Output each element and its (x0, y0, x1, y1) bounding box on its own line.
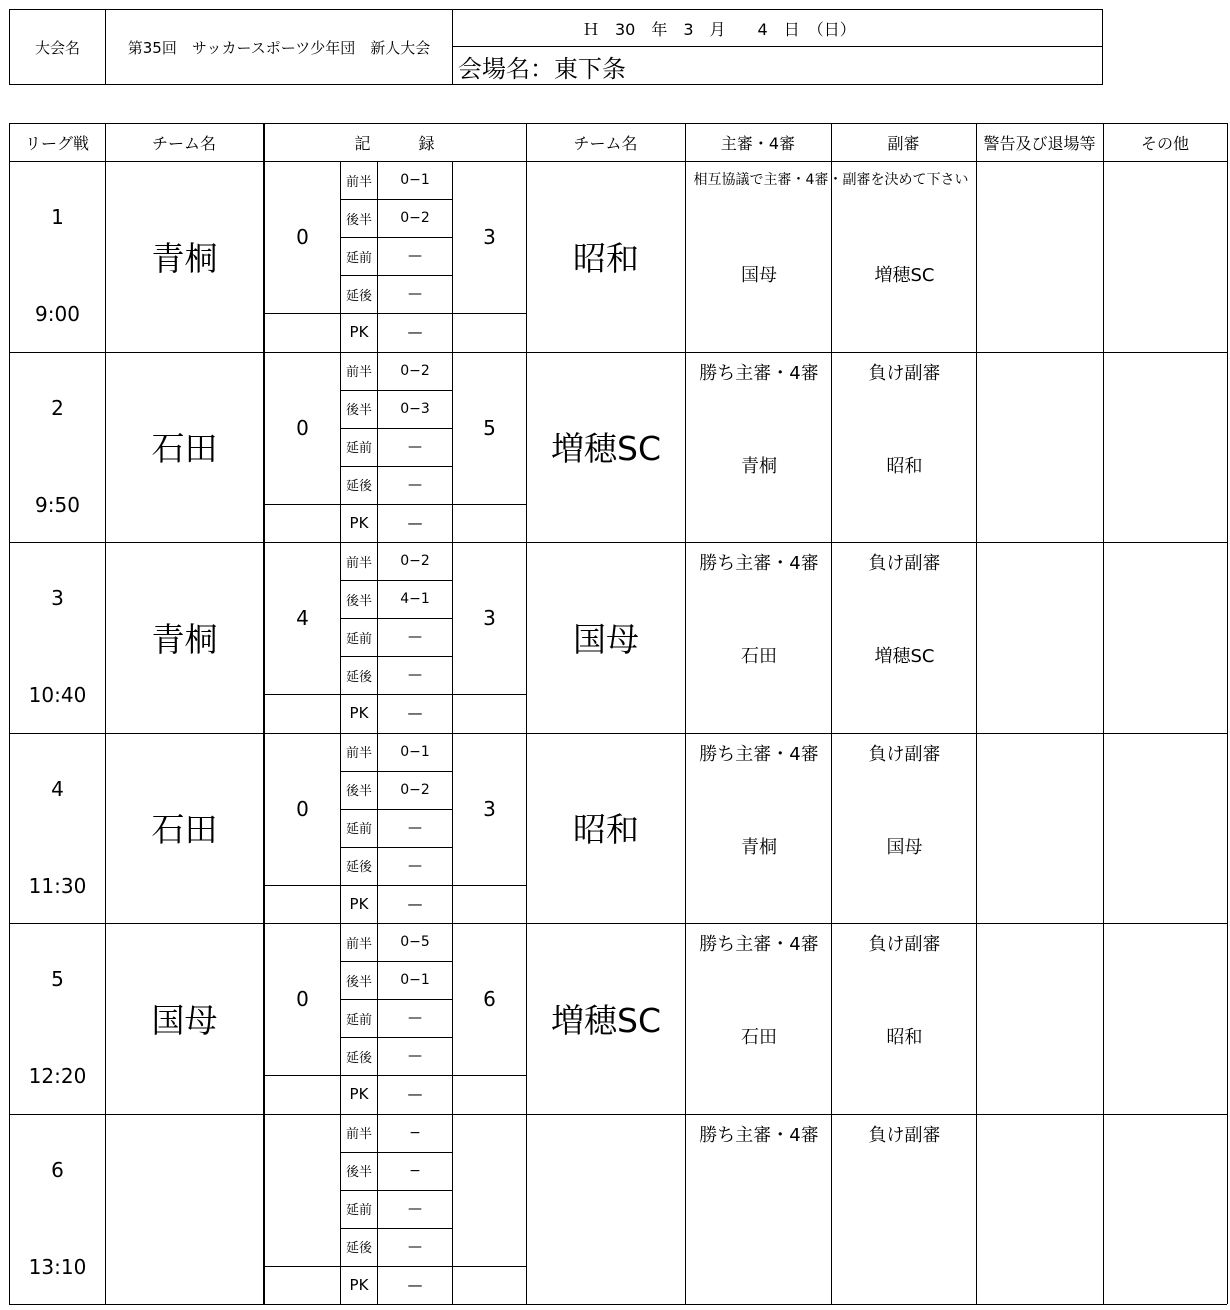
assistant-rule-label: 負け副審 (868, 553, 941, 574)
period-score: — (408, 1010, 422, 1027)
period-label: 前半 (345, 174, 372, 190)
kickoff-time: 9:50 (35, 492, 80, 517)
home-total-score: 0 (296, 415, 309, 440)
period-score: 0−1 (400, 172, 430, 189)
period-label: 延後 (345, 288, 372, 304)
period-score: — (408, 286, 422, 303)
kickoff-time: 13:10 (28, 1254, 87, 1279)
assistant-team (832, 1210, 977, 1244)
period-score: 0−2 (400, 553, 430, 570)
match-number: 3 (51, 586, 64, 610)
assistant-team: 増穂SC (874, 265, 935, 286)
header-bottom-border (9, 161, 1227, 162)
referee-team: 青桐 (741, 455, 777, 477)
col-header-assistant: 副審 (887, 133, 920, 153)
period-score: — (407, 1085, 423, 1104)
away-team-name (527, 1134, 685, 1284)
period-score: — (408, 1238, 422, 1255)
home-team-name: 石田 (151, 429, 218, 468)
period-label: 前半 (345, 365, 372, 381)
away-team-name: 増穂SC (551, 1000, 661, 1040)
col-header-record: 記 録 (354, 133, 435, 153)
referee-team: 国母 (741, 265, 777, 286)
period-score: 0−1 (400, 972, 430, 989)
venue-name: 会場名：東下条 (458, 54, 626, 83)
period-label: PK (349, 513, 369, 532)
column-divider-thick (263, 123, 265, 1304)
period-score: — (407, 513, 423, 532)
tournament-name: 第35回 サッカースポーツ少年団 新人大会 (127, 38, 431, 57)
col-header-warnings: 警告及び退場等 (983, 133, 1096, 153)
referee-team: 青桐 (741, 836, 777, 858)
period-score: — (408, 1200, 422, 1217)
period-score: — (408, 857, 422, 874)
period-label: 後半 (345, 403, 372, 419)
period-label: 延前 (345, 441, 372, 457)
assistant-team: 昭和 (886, 455, 923, 477)
period-label: 後半 (345, 593, 372, 609)
col-header-team1: チーム名 (151, 133, 216, 153)
match-number: 1 (51, 205, 64, 229)
referee-team: 石田 (741, 646, 777, 667)
away-team-name: 国母 (573, 619, 639, 659)
away-team-name: 昭和 (573, 810, 639, 849)
away-total-score: 3 (483, 225, 496, 249)
home-team-name: 石田 (151, 810, 218, 849)
assistant-team: 国母 (886, 836, 923, 858)
period-score: — (408, 629, 422, 646)
kickoff-time: 9:00 (35, 302, 80, 326)
away-total-score: 3 (483, 796, 496, 821)
referee-note: 相互協議で主審・4審・副審を決めて下さい (693, 172, 969, 188)
event-date: Ｈ 30 年 3 月 4 日 （日） (583, 19, 856, 39)
period-score: 0−3 (400, 400, 430, 417)
period-label: PK (349, 323, 369, 342)
period-label: PK (349, 704, 369, 723)
kickoff-time: 11:30 (28, 873, 87, 898)
table-bottom-border (9, 1304, 1227, 1305)
assistant-rule-label: 負け副審 (868, 934, 941, 955)
period-label: 延後 (345, 1241, 372, 1257)
away-team-name: 増穂SC (551, 429, 661, 468)
referee-rule-label: 勝ち主審・4審 (699, 362, 819, 384)
period-score: − (409, 1124, 421, 1141)
home-total-score: 0 (296, 987, 309, 1011)
period-score: — (408, 438, 422, 455)
period-score: 0−2 (400, 781, 430, 798)
col-header-league: リーグ戦 (24, 133, 89, 153)
period-label: 前半 (345, 555, 372, 571)
period-score: 4−1 (400, 591, 430, 608)
period-label: 延前 (345, 1012, 372, 1028)
assistant-team: 増穂SC (874, 646, 935, 667)
period-score: — (408, 476, 422, 493)
referee-rule-label: 勝ち主審・4審 (699, 934, 819, 955)
period-score: — (407, 1275, 423, 1294)
period-score: — (408, 1048, 422, 1065)
period-score: − (409, 1162, 421, 1179)
match-row-border (9, 1114, 1227, 1115)
period-score: — (407, 323, 423, 342)
period-score: — (407, 894, 423, 913)
home-total-score: 0 (296, 225, 309, 249)
period-label: 延後 (345, 860, 372, 876)
column-divider (1103, 123, 1104, 1304)
period-score: — (408, 667, 422, 684)
period-score: — (407, 704, 423, 723)
period-label: 後半 (345, 974, 372, 990)
period-label: 後半 (345, 1165, 372, 1181)
away-total-score: 3 (483, 606, 496, 630)
assistant-team: 昭和 (886, 1027, 923, 1048)
home-team-name: 青桐 (151, 619, 218, 659)
col-header-other: その他 (1140, 133, 1189, 153)
period-label: PK (349, 1085, 369, 1104)
period-label: 後半 (345, 212, 372, 228)
match-number: 4 (51, 776, 64, 801)
assistant-rule-label: 負け副審 (868, 362, 941, 384)
period-label: 延後 (345, 1050, 372, 1066)
period-label: 後半 (345, 784, 372, 800)
match-row-border (9, 733, 1227, 734)
period-label: 延後 (345, 479, 372, 495)
period-score: — (408, 819, 422, 836)
period-label: 延前 (345, 631, 372, 647)
period-label: 前半 (345, 746, 372, 762)
period-label: 前半 (345, 936, 372, 952)
period-label: PK (349, 894, 369, 913)
tournament-label: 大会名 (34, 38, 80, 57)
period-label: 延前 (345, 250, 372, 266)
match-row-border (9, 542, 1227, 543)
match-number: 2 (51, 395, 64, 420)
referee-rule-label: 勝ち主審・4審 (699, 553, 819, 574)
match-number: 5 (51, 967, 64, 991)
col-header-team2: チーム名 (573, 133, 638, 153)
home-total-score: 0 (296, 796, 309, 821)
period-score: 0−1 (400, 743, 430, 760)
referee-rule-label: 勝ち主審・4審 (699, 1124, 819, 1146)
period-label: 延後 (345, 669, 372, 685)
away-total-score: 5 (483, 415, 496, 440)
home-team-name (106, 1134, 263, 1284)
away-total-score: 6 (483, 987, 496, 1011)
home-total-score (265, 1172, 340, 1208)
home-total-score: 4 (296, 606, 309, 630)
period-score: 0−2 (400, 210, 430, 227)
assistant-rule-label: 負け副審 (868, 1124, 941, 1146)
kickoff-time: 10:40 (28, 683, 87, 707)
away-team-name: 昭和 (573, 238, 639, 278)
period-score: — (408, 248, 422, 265)
period-label: 前半 (345, 1127, 372, 1143)
period-score: 0−2 (400, 362, 430, 379)
match-number: 6 (51, 1157, 64, 1182)
referee-rule-label: 勝ち主審・4審 (699, 743, 819, 765)
referee-team (686, 1210, 832, 1244)
home-team-name: 青桐 (151, 238, 218, 278)
period-score: 0−5 (400, 934, 430, 951)
col-header-referee: 主審・4審 (720, 133, 796, 153)
referee-team: 石田 (741, 1027, 777, 1048)
table-right-border (1227, 123, 1228, 1304)
period-label: 延前 (345, 1203, 372, 1219)
match-row-border (9, 923, 1227, 924)
match-row-border (9, 352, 1227, 353)
home-team-name: 国母 (151, 1000, 218, 1040)
kickoff-time: 12:20 (28, 1064, 87, 1088)
period-label: PK (349, 1275, 369, 1294)
assistant-rule-label: 負け副審 (868, 743, 941, 765)
period-label: 延前 (345, 822, 372, 838)
away-total-score (453, 1172, 526, 1208)
